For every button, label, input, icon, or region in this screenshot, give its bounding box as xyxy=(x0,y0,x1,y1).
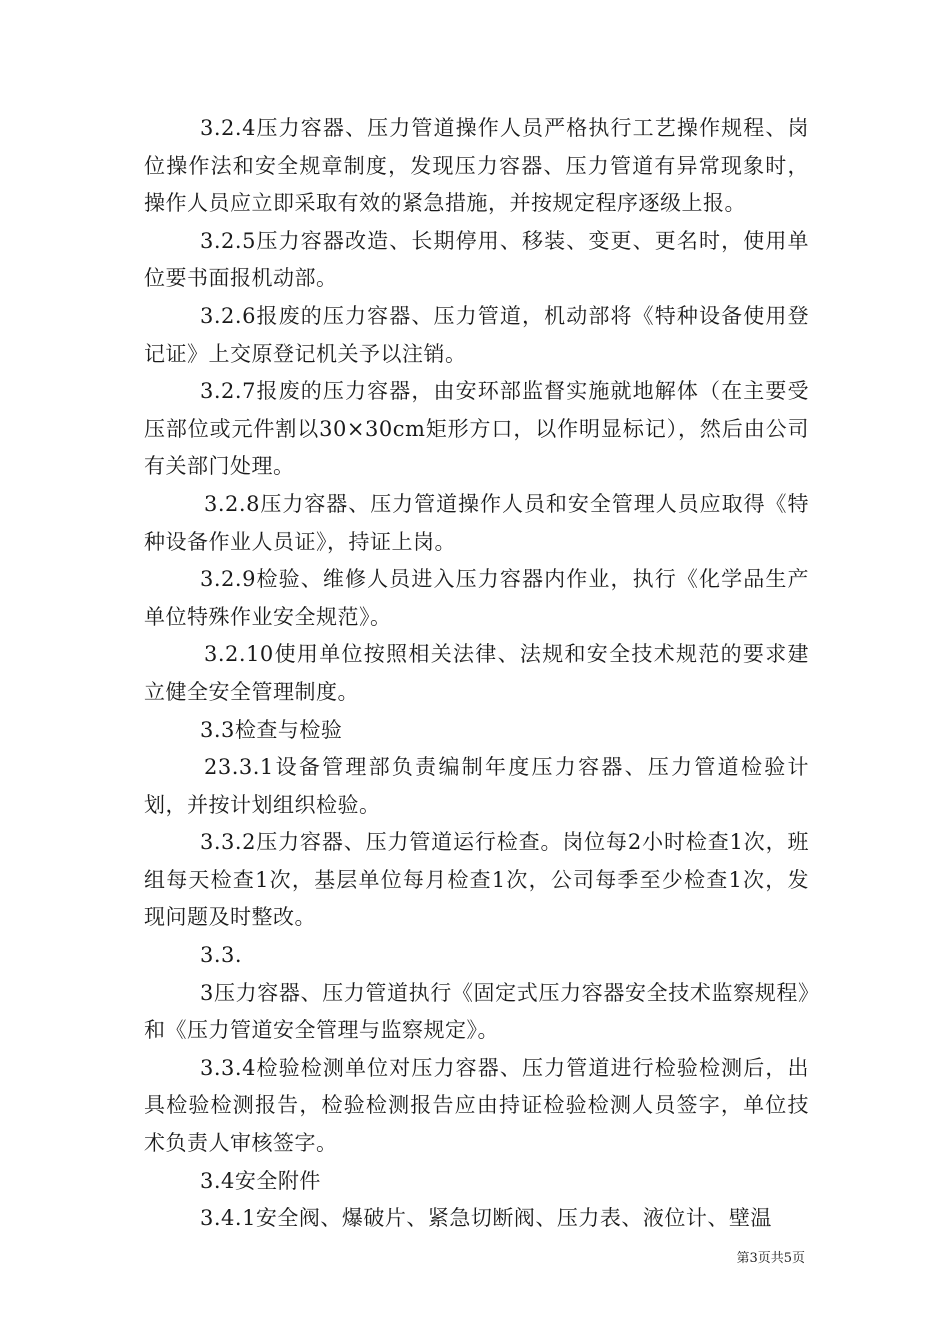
paragraph-3-3-fragment: 3.3. xyxy=(200,943,243,968)
paragraph-3-2-6: 3.2.6报废的压力容器、压力管道，机动部将《特种设备使用登记证》上交原登记机关予以注销。 xyxy=(144,303,809,366)
paragraph-3-2-10: 3.2.10使用单位按照相关法律、法规和安全技术规范的要求建立健全安全管理制度。 xyxy=(144,642,809,704)
paragraph-3-4-1: 3.4.1安全阀、爆破片、紧急切断阀、压力表、液位计、壁温 xyxy=(200,1206,772,1231)
paragraph-3-2-4: 3.2.4压力容器、压力管道操作人员严格执行工艺操作规程、岗位操作法和安全规章制度，发现压力容器、压力管道有异常现象时，操作人员应立即采取有效的紧急措施，并按规定程序逐级上报。 xyxy=(144,116,809,216)
section-heading-3-3: 3.3检查与检验 xyxy=(200,717,343,742)
paragraph-3-3-3: 3压力容器、压力管道执行《固定式压力容器安全技术监察规程》和《压力管道安全管理与监察规定》。 xyxy=(144,980,809,1043)
paragraph-3-3-2: 3.3.2压力容器、压力管道运行检查。岗位每2小时检查1次，班组每天检查1次，基层单位每月检查1次，公司每季至少检查1次，发现问题及时整改。 xyxy=(144,830,809,930)
section-heading-3-4: 3.4安全附件 xyxy=(200,1168,321,1193)
paragraph-3-2-8: 3.2.8压力容器、压力管道操作人员和安全管理人员应取得《特种设备作业人员证》，持证上岗。 xyxy=(144,491,809,554)
paragraph-3-3-4: 3.3.4检验检测单位对压力容器、压力管道进行检验检测后，出具检验检测报告，检验检测报告应由持证检验检测人员签字，单位技术负责人审核签字。 xyxy=(144,1055,809,1156)
paragraph-3-3-1: 23.3.1设备管理部负责编制年度压力容器、压力管道检验计划，并按计划组织检验。 xyxy=(144,755,809,817)
paragraph-3-2-7: 3.2.7报废的压力容器，由安环部监督实施就地解体（在主要受压部位或元件割以30×30cm矩形方口，以作明显标记），然后由公司有关部门处理。 xyxy=(144,379,809,479)
document-body xyxy=(144,110,809,1238)
paragraph-3-2-5: 3.2.5压力容器改造、长期停用、移装、变更、更名时，使用单位要书面报机动部。 xyxy=(144,228,809,291)
page-number-footer: 第3页共5页 xyxy=(736,1251,805,1266)
paragraph-3-2-9: 3.2.9检验、维修人员进入压力容器内作业，执行《化学品生产单位特殊作业安全规范》。 xyxy=(144,567,809,629)
